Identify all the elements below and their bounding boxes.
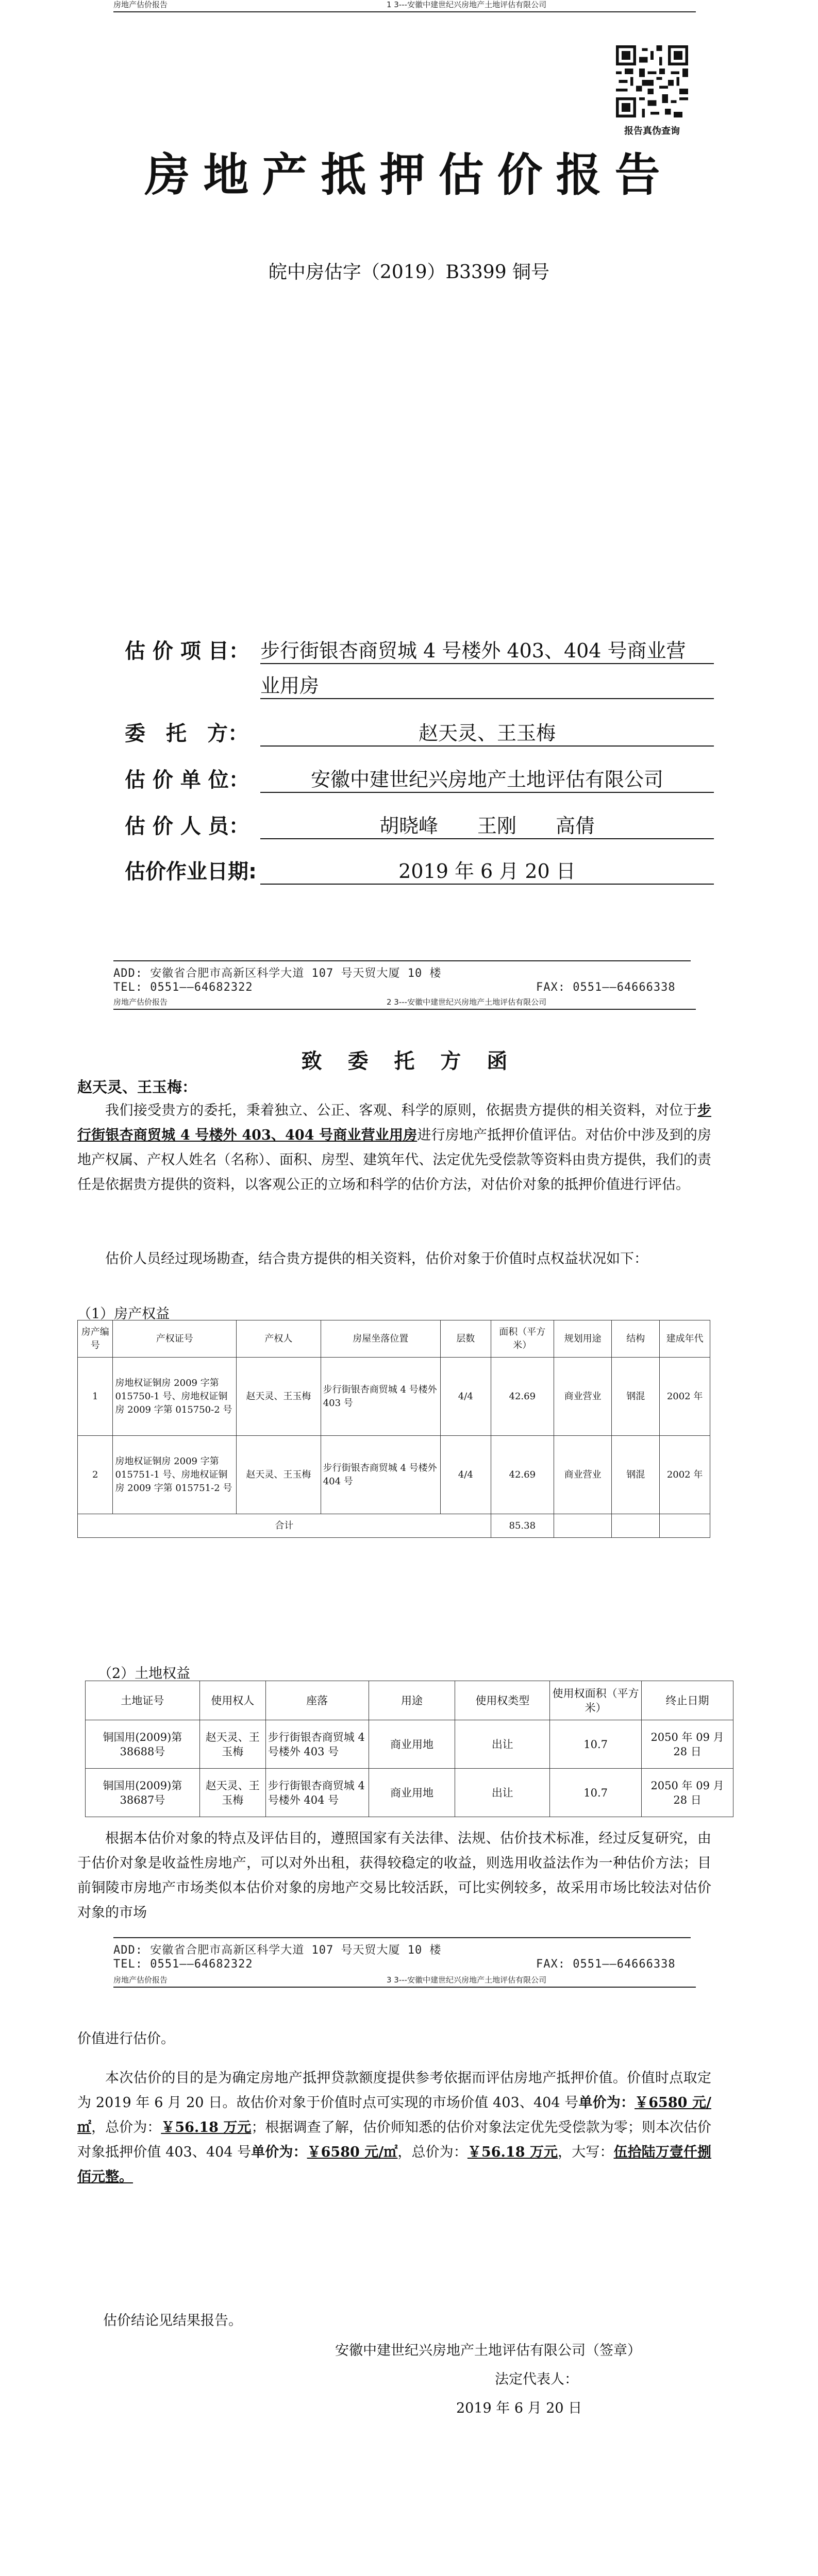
col-header: 使用权面积（平方米）	[550, 1681, 642, 1720]
cell: 铜国用(2009)第38688号	[86, 1720, 200, 1769]
cell: 2	[78, 1436, 113, 1514]
letter-paragraph-2: 估价人员经过现场勘查，结合贵方提供的相关资料，估价对象于价值时点权益状况如下：	[105, 1251, 648, 1267]
cell: 42.69	[491, 1436, 554, 1514]
cell: 出让	[455, 1720, 550, 1769]
cell: 出让	[455, 1769, 550, 1817]
client-label: 委 托 方：	[125, 722, 248, 745]
section-house-title: （1）房产权益	[77, 1306, 170, 1322]
col-header: 产权人	[236, 1320, 321, 1358]
col-header: 终止日期	[642, 1681, 733, 1720]
cell: 2002 年	[660, 1358, 710, 1436]
cell: 步行街银杏商贸城 4 号楼外 404 号	[265, 1769, 369, 1817]
total-label: 合计	[78, 1514, 491, 1538]
col-header: 座落	[265, 1681, 369, 1720]
col-header: 使用权人	[199, 1681, 265, 1720]
cell: 商业营业	[554, 1358, 611, 1436]
footer-rule	[113, 1937, 691, 1938]
caps-value: 伍拾陆万壹仟捌佰元整。	[77, 2144, 712, 2185]
table-row	[78, 1436, 710, 1514]
page-header	[113, 1973, 696, 1988]
footer-tel: TEL: 0551——64682322	[113, 981, 253, 994]
cell: 商业营业	[554, 1436, 611, 1514]
cell: 2050 年 09 月 28 日	[642, 1769, 733, 1817]
project-value-line2: 业用房	[260, 670, 714, 699]
qr-caption: 报告真伪查询	[624, 126, 680, 137]
cell: 2050 年 09 月 28 日	[642, 1720, 733, 1769]
cell: 10.7	[550, 1720, 642, 1769]
client-value: 赵天灵、王玉梅	[260, 717, 714, 747]
cell: 步行街银杏商贸城 4 号楼外 403 号	[265, 1720, 369, 1769]
header-center: 1 3---安徽中建世纪兴房地产土地评估有限公司	[387, 0, 547, 9]
date-value: 2019 年 6 月 20 日	[260, 855, 714, 885]
cell: 4/4	[440, 1436, 491, 1514]
cell: 步行街银杏商贸城 4 号楼外 404 号	[321, 1436, 440, 1514]
page-header	[113, 995, 696, 1010]
cell: 房地权证铜房 2009 字第 015751-1 号、房地权证铜房 2009 字第 015751-2 号	[113, 1436, 237, 1514]
table-header-row	[86, 1681, 733, 1720]
header-left: 房地产估价报告	[113, 1975, 168, 1985]
cell: 2002 年	[660, 1436, 710, 1514]
para1-rest: 进行房地产抵押价值评估。对估价中涉及到的房地产权属、产权人姓名（名称）、面积、房型、建筑年代、法定优先受偿款等资料由贵方提供，我们的责任是依据贵方提供的资料，以客观公正的立场和科学的估价方法，对估价对象的抵押价值进行评估。	[77, 1127, 711, 1193]
para1-property: 步行街银杏商贸城 4 号楼外 403、404 号商业营业用房	[77, 1103, 711, 1143]
letter-title: 致 委 托 方 函	[301, 1049, 517, 1073]
col-header: 使用权类型	[455, 1681, 550, 1720]
footer-address: ADD: 安徽省合肥市高新区科学大道 107 号天贸大厦 10 楼	[113, 1944, 442, 1957]
signature-representative: 法定代表人：	[495, 2371, 578, 2387]
col-header: 结构	[612, 1320, 660, 1358]
unit-price-value: ￥6580 元/㎡	[77, 2095, 711, 2136]
unit-price-label: 单价为：	[578, 2095, 635, 2111]
col-header: 规划用途	[554, 1320, 611, 1358]
project-label: 估 价 项 目：	[125, 639, 249, 663]
signature-date: 2019 年 6 月 20 日	[456, 2400, 582, 2416]
col-header: 面积（平方米）	[491, 1320, 554, 1358]
land-rights-table	[85, 1681, 733, 1817]
col-header: 房产编号	[78, 1320, 113, 1358]
cell: 商业用地	[369, 1720, 455, 1769]
house-rights-table	[77, 1320, 710, 1538]
cell: 赵天灵、王玉梅	[199, 1769, 265, 1817]
project-value-line1: 步行街银杏商贸城 4 号楼外 403、404 号商业营	[260, 635, 714, 664]
letter-paragraph-5	[77, 2066, 711, 2190]
cell: 房地权证铜房 2009 字第 015750-1 号、房地权证铜房 2009 字第 015750-2 号	[113, 1358, 237, 1436]
para5-intro: 本次估价的目的是为确定房地产抵押贷款额度提供参考依据而评估房地产抵押价值。价值时点取定为 2019 年 6 月 20 日。故估价对象于价值时点可实现的市场价值 403、404 号	[77, 2070, 711, 2111]
appraiser-org-label: 估 价 单 位：	[125, 768, 249, 792]
total-value: 85.38	[491, 1514, 554, 1538]
cell: 钢混	[612, 1436, 660, 1514]
header-left: 房地产估价报告	[113, 997, 168, 1007]
appraisers-value: 胡晓峰 王刚 高倩	[260, 810, 714, 839]
footer-rule	[113, 960, 691, 961]
letter-paragraph-3: 根据本估价对象的特点及评估目的，遵照国家有关法律、法规、估价技术标准，经过反复研究，由于估价对象是收益性房地产，可以对外出租，获得较稳定的收益，则选用收益法作为一种估价方法；目前铜陵市房地产市场类似本估价对象的房地产交易比较活跃，可比实例较多，故采用市场比较法对估价对象的市场	[77, 1831, 711, 1921]
mortgage-total-value: ￥56.18 万元	[467, 2144, 558, 2160]
para1-intro: 我们接受贵方的委托，秉着独立、公正、客观、科学的原则，依据贵方提供的相关资料，对位于	[105, 1103, 697, 1118]
signature-org: 安徽中建世纪兴房地产土地评估有限公司（签章）	[335, 2343, 641, 2359]
footer-fax: FAX: 0551——64666338	[536, 1958, 676, 1971]
caps-label: ，大写：	[558, 2144, 614, 2160]
mortgage-unit-value: ￥6580 元/㎡	[307, 2144, 398, 2160]
cell: 1	[78, 1358, 113, 1436]
mortgage-unit-label: 单价为：	[251, 2144, 307, 2160]
header-center: 2 3---安徽中建世纪兴房地产土地评估有限公司	[387, 997, 547, 1007]
letter-paragraph-1	[77, 1098, 711, 1197]
cell: 4/4	[440, 1358, 491, 1436]
total-price-label: ，总价为：	[91, 2120, 161, 2136]
cell: 赵天灵、王玉梅	[199, 1720, 265, 1769]
header-left: 房地产估价报告	[113, 0, 168, 9]
table-row	[86, 1769, 733, 1817]
appraisers-label: 估 价 人 员：	[125, 815, 249, 838]
col-header: 建成年代	[660, 1320, 710, 1358]
cell: 钢混	[612, 1358, 660, 1436]
appraiser-org-value: 安徽中建世纪兴房地产土地评估有限公司	[260, 764, 714, 793]
footer-fax: FAX: 0551——64666338	[536, 981, 676, 994]
cell: 商业用地	[369, 1769, 455, 1817]
col-header: 土地证号	[86, 1681, 200, 1720]
col-header: 房屋坐落位置	[321, 1320, 440, 1358]
mortgage-total-label: ，总价为：	[397, 2144, 468, 2160]
total-price-value: ￥56.18 万元	[161, 2120, 252, 2136]
date-label: 估价作业日期:	[125, 860, 257, 884]
cell: 42.69	[491, 1358, 554, 1436]
table-row	[86, 1720, 733, 1769]
page-header	[113, 0, 696, 12]
letter-closing: 估价结论见结果报告。	[103, 2313, 242, 2329]
letter-paragraph-4: 价值进行估价。	[77, 2031, 175, 2047]
qr-code-icon[interactable]	[616, 45, 688, 117]
col-header: 用途	[369, 1681, 455, 1720]
para5-middle: ；根据调查了解，估价师知悉的估价对象法定优先受偿款为零；则本次估价对象抵押价值 403、404 号	[77, 2120, 712, 2160]
col-header: 产权证号	[113, 1320, 237, 1358]
report-title: 房地产抵押估价报告	[144, 148, 674, 201]
cell: 赵天灵、王玉梅	[236, 1436, 321, 1514]
header-center: 3 3---安徽中建世纪兴房地产土地评估有限公司	[387, 1975, 547, 1985]
cell: 步行街银杏商贸城 4 号楼外 403 号	[321, 1358, 440, 1436]
table-row	[78, 1358, 710, 1436]
cell: 赵天灵、王玉梅	[236, 1358, 321, 1436]
cell: 10.7	[550, 1769, 642, 1817]
col-header: 层数	[440, 1320, 491, 1358]
cell: 铜国用(2009)第38687号	[86, 1769, 200, 1817]
section-land-title: （2）土地权益	[98, 1666, 191, 1682]
footer-address: ADD: 安徽省合肥市高新区科学大道 107 号天贸大厦 10 楼	[113, 967, 442, 980]
letter-salutation: 赵天灵、王玉梅：	[77, 1078, 197, 1096]
table-header-row	[78, 1320, 710, 1358]
report-number: 皖中房估字（2019）B3399 铜号	[268, 262, 550, 283]
table-total-row	[78, 1514, 710, 1538]
footer-tel: TEL: 0551——64682322	[113, 1958, 253, 1971]
